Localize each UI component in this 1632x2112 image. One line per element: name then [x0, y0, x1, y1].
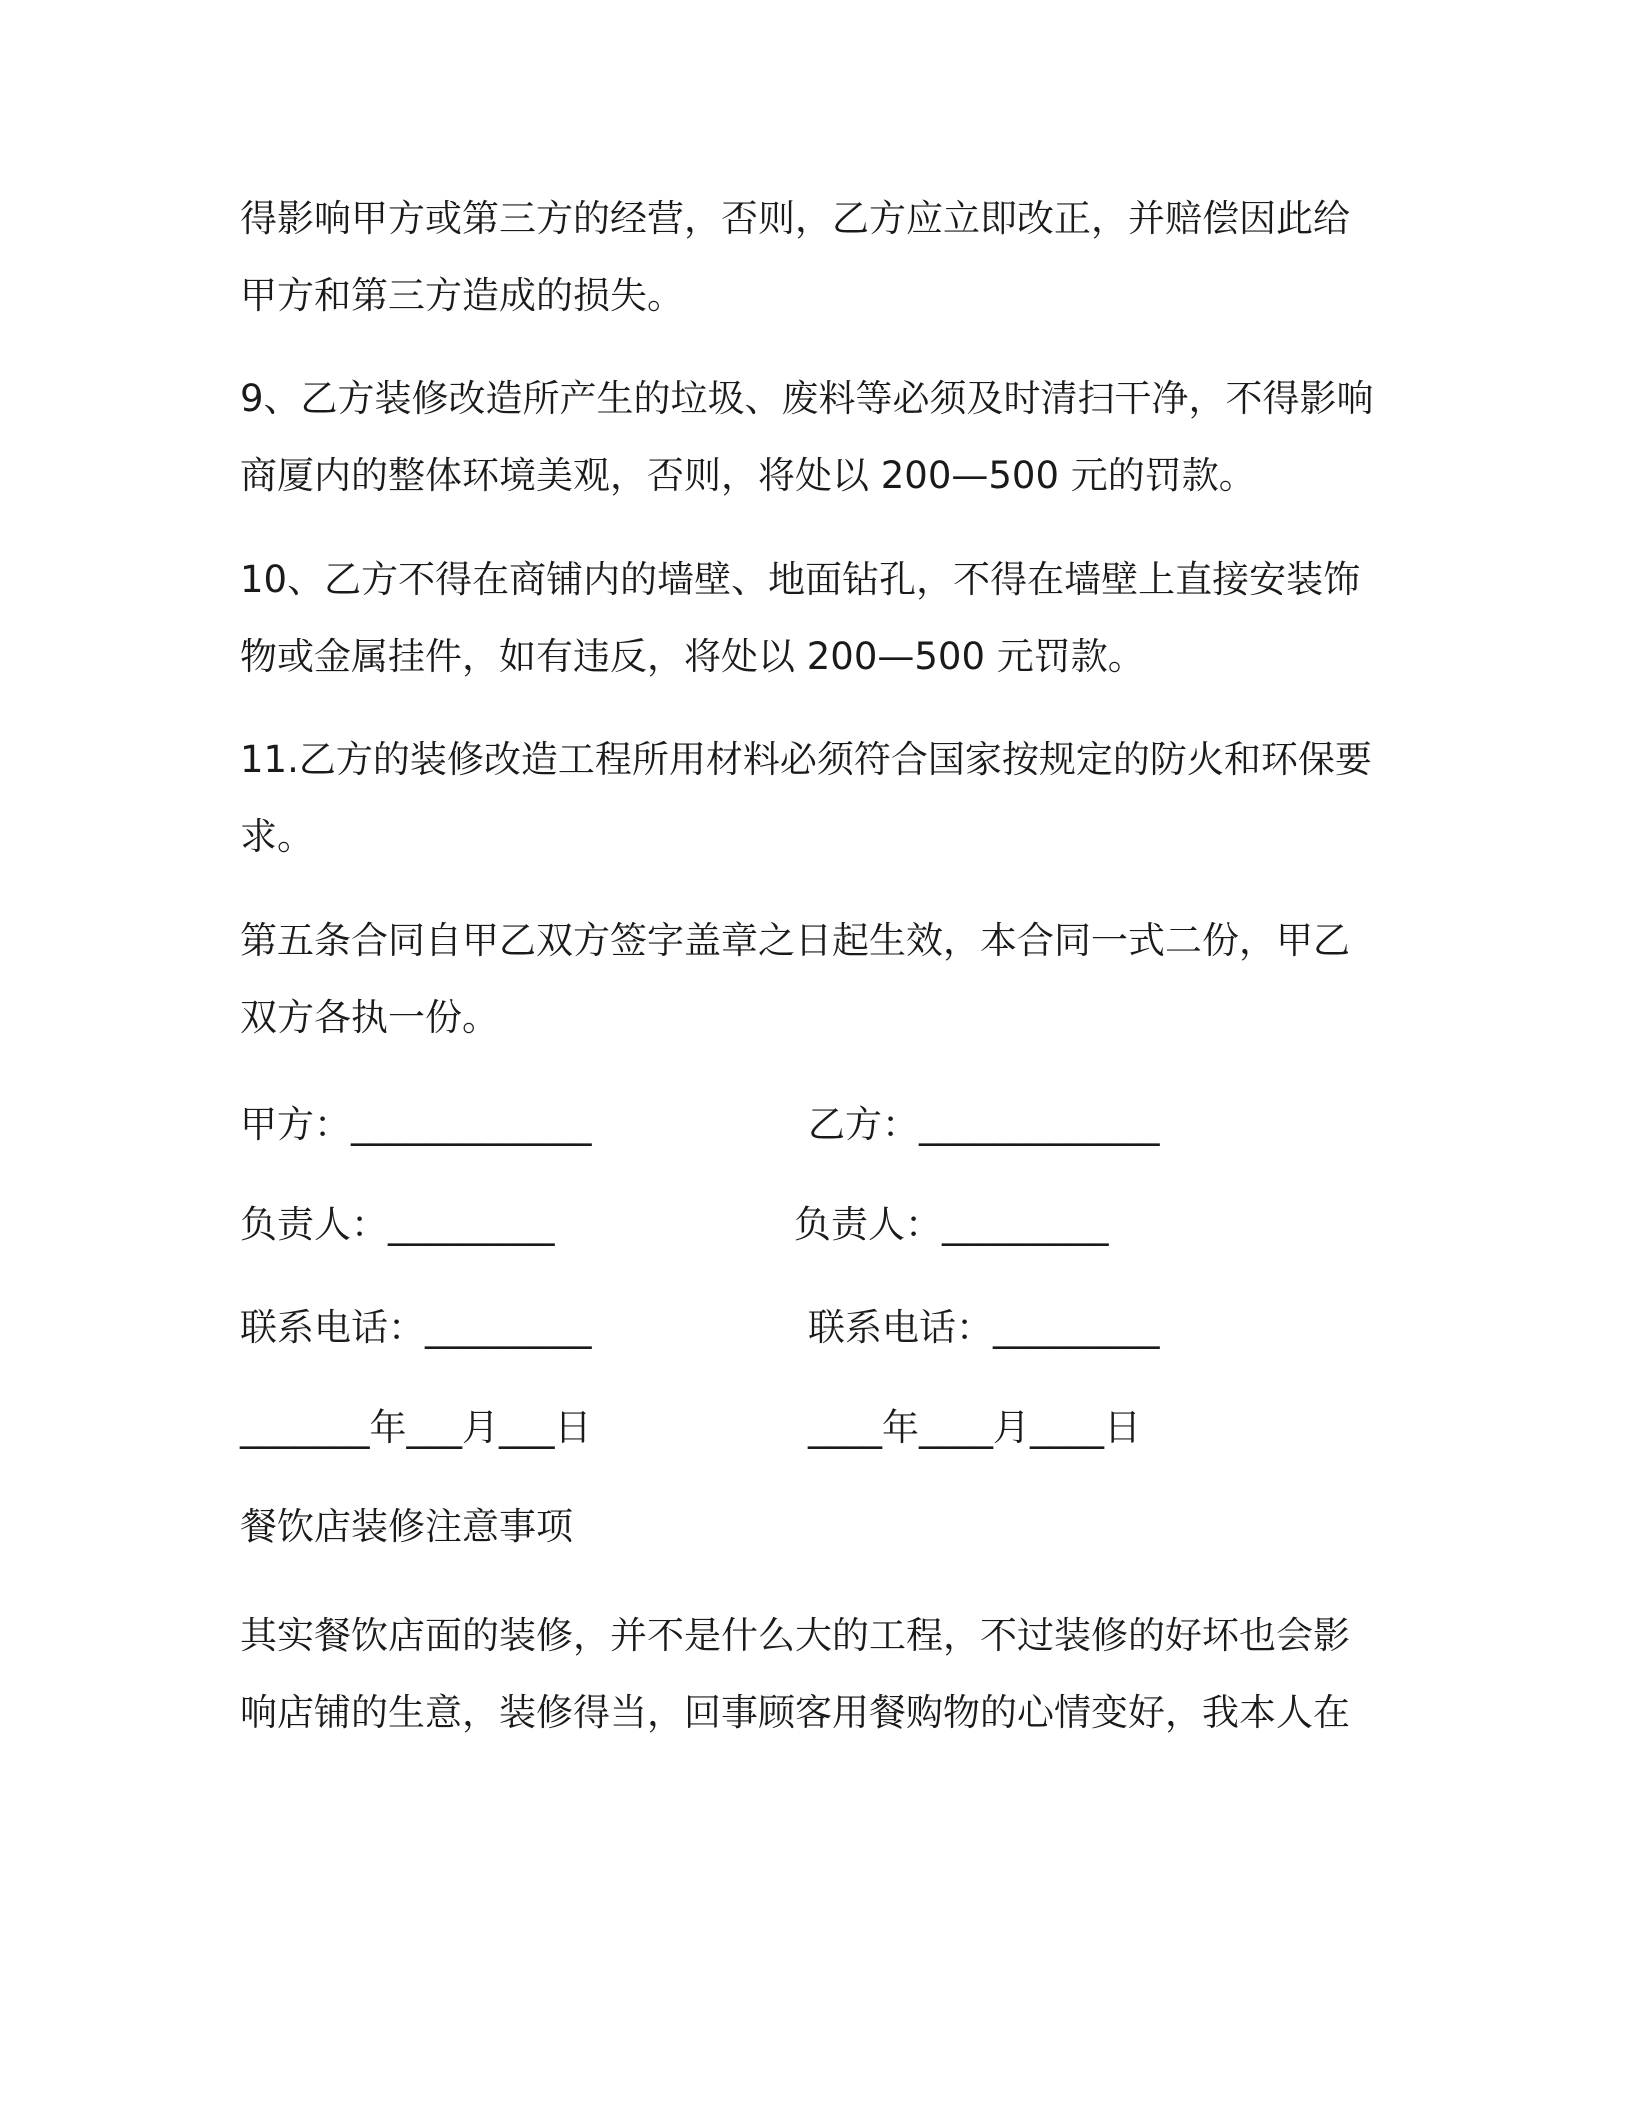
paragraph-clause-10 — [240, 541, 1390, 695]
date-b-field: ____年____月____日 — [808, 1406, 1141, 1449]
paragraph-section-intro — [240, 1597, 1390, 1751]
paragraph-article-5 — [240, 902, 1390, 1056]
text-line: 双方各执一份。 — [240, 996, 499, 1039]
text-line: 甲方和第三方造成的损失。 — [240, 274, 684, 317]
phone-b-field: 联系电话：_________ — [808, 1306, 1160, 1349]
paragraph-clause-9 — [240, 360, 1390, 514]
paragraph-clause-11 — [240, 721, 1390, 875]
section-title: 餐饮店装修注意事项 — [240, 1505, 573, 1548]
text-line: 11.乙方的装修改造工程所用材料必须符合国家按规定的防火和环保要 — [240, 738, 1372, 781]
phone-a-field: 联系电话：_________ — [240, 1306, 592, 1349]
text-line: 10、乙方不得在商铺内的墙壁、地面钻孔，不得在墙壁上直接安装饰 — [240, 558, 1361, 601]
text-line: 物或金属挂件，如有违反，将处以 200—500 元罚款。 — [240, 635, 1145, 678]
text-line: 商厦内的整体环境美观，否则，将处以 200—500 元的罚款。 — [240, 454, 1256, 497]
person-in-charge-b-field: 负责人：_________ — [794, 1203, 1109, 1246]
text-line: 响店铺的生意，装修得当，回事顾客用餐购物的心情变好，我本人在 — [240, 1691, 1350, 1734]
date-a-field: _______年___月___日 — [240, 1406, 592, 1449]
party-a-field: 甲方：_____________ — [240, 1103, 592, 1146]
text-line: 得影响甲方或第三方的经营，否则，乙方应立即改正，并赔偿因此给 — [240, 197, 1350, 240]
text-line: 其实餐饮店面的装修，并不是什么大的工程，不过装修的好坏也会影 — [240, 1614, 1350, 1657]
person-in-charge-a-field: 负责人：_________ — [240, 1203, 555, 1246]
party-b-field: 乙方：_____________ — [808, 1103, 1160, 1146]
paragraph-clause-8-continued — [240, 180, 1390, 334]
text-line: 第五条合同自甲乙双方签字盖章之日起生效，本合同一式二份，甲乙 — [240, 919, 1350, 962]
text-line: 9、乙方装修改造所产生的垃圾、废料等必须及时清扫干净，不得影响 — [240, 377, 1374, 420]
text-line: 求。 — [240, 815, 314, 858]
